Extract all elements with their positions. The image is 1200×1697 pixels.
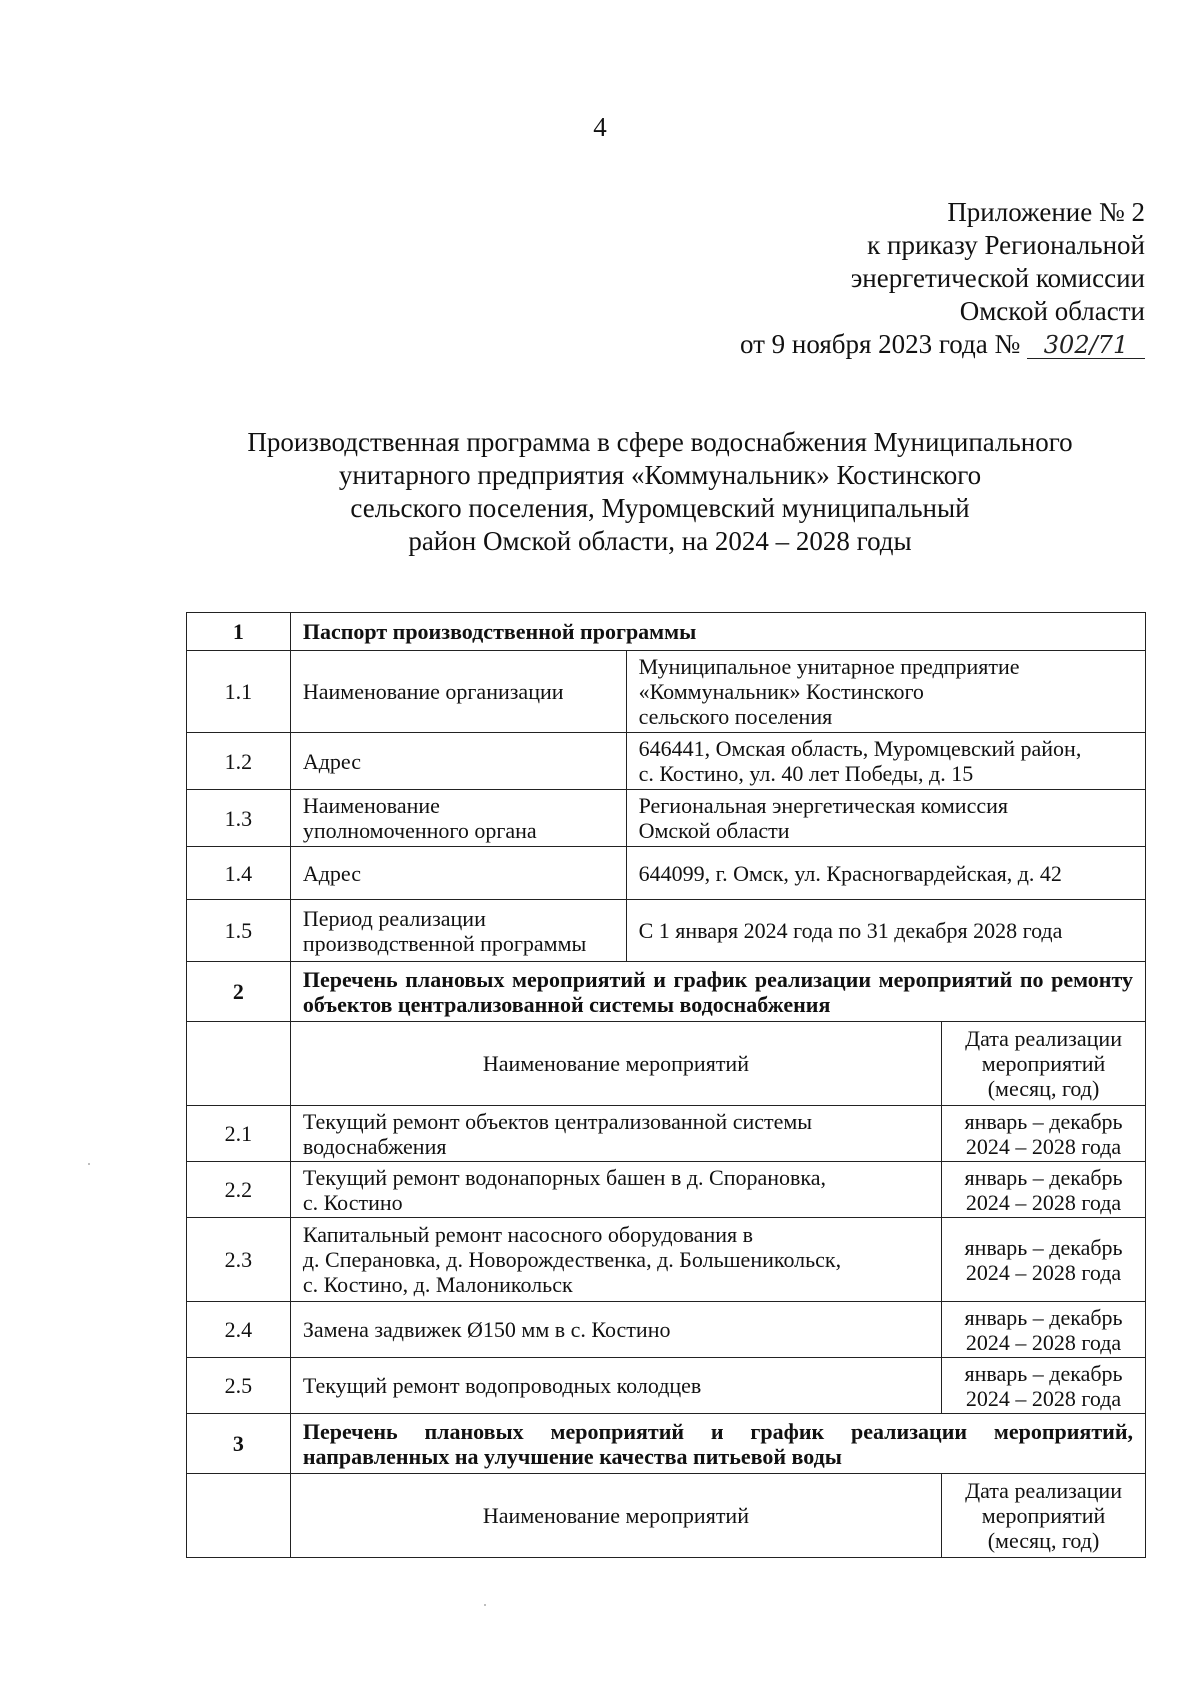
passport-value [626, 900, 1145, 962]
measure-date-line: 2024 – 2028 года [965, 1329, 1122, 1355]
measure-name [290, 1106, 941, 1162]
measure-date [942, 1106, 1146, 1162]
passport-value [626, 790, 1145, 847]
title-line: Производственная программа в сфере водоснабжения Муниципального [247, 427, 1073, 457]
row-number: 1.2 [187, 733, 291, 790]
column-header-name: Наименование мероприятий [290, 1474, 941, 1558]
passport-value-line: с. Костино, ул. 40 лет Победы, д. 15 [638, 761, 974, 786]
column-header-date-line: (месяц, год) [987, 1528, 1100, 1553]
measure-date [942, 1302, 1146, 1358]
measure-name-line: Замена задвижек Ø150 мм в с. Костино [302, 1317, 671, 1342]
row-number: 1.1 [187, 651, 291, 733]
measure-date-line: 2024 – 2028 года [965, 1133, 1122, 1159]
appendix-line: Приложение № 2 [947, 197, 1145, 227]
title-line: район Омской области, на 2024 – 2028 годы [408, 526, 912, 556]
row-number: 2.1 [187, 1106, 291, 1162]
measure-date-line: январь – декабрь [964, 1360, 1123, 1386]
column-header-date [942, 1474, 1146, 1558]
measure-date-line: январь – декабрь [964, 1108, 1123, 1134]
page-number: 4 [593, 112, 607, 142]
passport-value-line: Муниципальное унитарное предприятие [638, 654, 1020, 679]
passport-value-line: «Коммунальник» Костинского [638, 679, 924, 704]
section-title: Перечень плановых мероприятий и график реализации мероприятий по ремонту объектов централизованной системы водоснабжения [290, 962, 1145, 1022]
measure-date [942, 1218, 1146, 1302]
passport-label-line: уполномоченного органа [302, 818, 537, 843]
measure-name-line: д. Сперановка, д. Новорождественка, д. Большеникольск, [302, 1247, 842, 1272]
measure-date-line: 2024 – 2028 года [965, 1259, 1122, 1285]
measure-row [187, 1302, 1146, 1358]
measure-name-line: водоснабжения [302, 1133, 447, 1159]
passport-label-line: Адрес [302, 860, 362, 886]
measure-name-line: Текущий ремонт водонапорных башен в д. Спорановка, [302, 1164, 827, 1190]
measure-row [187, 1162, 1146, 1218]
section-row [187, 613, 1146, 651]
scan-speck [484, 1604, 486, 1606]
section-number: 3 [187, 1414, 291, 1474]
row-number: 1.5 [187, 900, 291, 962]
measure-row [187, 1106, 1146, 1162]
passport-row [187, 651, 1146, 733]
passport-value [626, 847, 1145, 900]
column-header-date-line: (месяц, год) [987, 1076, 1100, 1101]
measure-date-line: январь – декабрь [964, 1304, 1123, 1330]
column-header-date-line: мероприятий [981, 1503, 1106, 1528]
measure-name [290, 1218, 941, 1302]
passport-label-line: Наименование [302, 793, 440, 818]
column-header-date-line: мероприятий [981, 1051, 1106, 1076]
section-title: Перечень плановых мероприятий и график реализации мероприятий, направленных на улучшение качества питьевой воды [290, 1414, 1145, 1474]
passport-value-line: 646441, Омская область, Муромцевский район, [638, 736, 1082, 761]
measure-date-line: январь – декабрь [964, 1234, 1123, 1260]
passport-label [290, 733, 626, 790]
passport-label-line: Адрес [302, 748, 362, 774]
order-number-handwritten: 302/71 [1027, 332, 1145, 359]
column-header-name: Наименование мероприятий [290, 1022, 941, 1106]
title-line: унитарного предприятия «Коммунальник» Костинского [338, 460, 982, 490]
passport-label-line: Наименование организации [302, 679, 564, 704]
appendix-date-line [585, 328, 1145, 361]
column-header-date [942, 1022, 1146, 1106]
empty-cell [187, 1474, 291, 1558]
section-number: 1 [187, 613, 291, 651]
column-header-date-line: Дата реализации [965, 1026, 1122, 1051]
measure-date [942, 1358, 1146, 1414]
section-number: 2 [187, 962, 291, 1022]
measure-date-line: 2024 – 2028 года [965, 1189, 1122, 1215]
measure-name-line: Текущий ремонт водопроводных колодцев [302, 1373, 702, 1398]
passport-value-line: 644099, г. Омск, ул. Красногвардейская, д. 42 [638, 860, 1062, 886]
row-number: 2.4 [187, 1302, 291, 1358]
passport-value-line: Омской области [638, 818, 790, 843]
column-header-row [187, 1022, 1146, 1106]
empty-cell [187, 1022, 291, 1106]
passport-label [290, 651, 626, 733]
passport-label [290, 790, 626, 847]
row-number: 2.5 [187, 1358, 291, 1414]
measure-date-line: январь – декабрь [964, 1164, 1123, 1190]
program-table [186, 612, 1146, 1558]
measure-name-line: Капитальный ремонт насосного оборудования в [302, 1222, 753, 1247]
row-number: 1.4 [187, 847, 291, 900]
measure-row [187, 1358, 1146, 1414]
appendix-date-prefix: от 9 ноября 2023 года № [739, 329, 1021, 359]
appendix-line: к приказу Региональной [867, 230, 1145, 260]
measure-name-line: с. Костино [302, 1189, 403, 1215]
measure-name [290, 1162, 941, 1218]
passport-label-line: производственной программы [302, 930, 587, 956]
section-row [187, 962, 1146, 1022]
passport-value-line: Региональная энергетическая комиссия [638, 793, 1009, 818]
measure-name-line: Текущий ремонт объектов централизованной системы [302, 1108, 813, 1134]
measure-date-line: 2024 – 2028 года [965, 1385, 1122, 1411]
document-title [180, 426, 1140, 558]
section-row [187, 1414, 1146, 1474]
passport-value [626, 651, 1145, 733]
passport-value-line: сельского поселения [638, 704, 833, 729]
scan-speck [88, 1163, 90, 1165]
passport-label [290, 847, 626, 900]
passport-value [626, 733, 1145, 790]
column-header-date-line: Дата реализации [965, 1478, 1122, 1503]
passport-row [187, 790, 1146, 847]
passport-row [187, 733, 1146, 790]
section-title: Паспорт производственной программы [290, 613, 1145, 651]
passport-row [187, 900, 1146, 962]
row-number: 2.3 [187, 1218, 291, 1302]
passport-label-line: Период реализации [302, 905, 486, 931]
passport-row [187, 847, 1146, 900]
title-line: сельского поселения, Муромцевский муниципальный [350, 493, 970, 523]
appendix-header [585, 196, 1145, 361]
measure-row [187, 1218, 1146, 1302]
measure-name [290, 1358, 941, 1414]
appendix-line: Омской области [959, 296, 1145, 326]
row-number: 2.2 [187, 1162, 291, 1218]
measure-name [290, 1302, 941, 1358]
measure-name-line: с. Костино, д. Малоникольск [302, 1272, 573, 1297]
passport-label [290, 900, 626, 962]
appendix-line: энергетической комиссии [850, 263, 1145, 293]
measure-date [942, 1162, 1146, 1218]
passport-value-line: С 1 января 2024 года по 31 декабря 2028 года [638, 918, 1063, 943]
row-number: 1.3 [187, 790, 291, 847]
column-header-row [187, 1474, 1146, 1558]
